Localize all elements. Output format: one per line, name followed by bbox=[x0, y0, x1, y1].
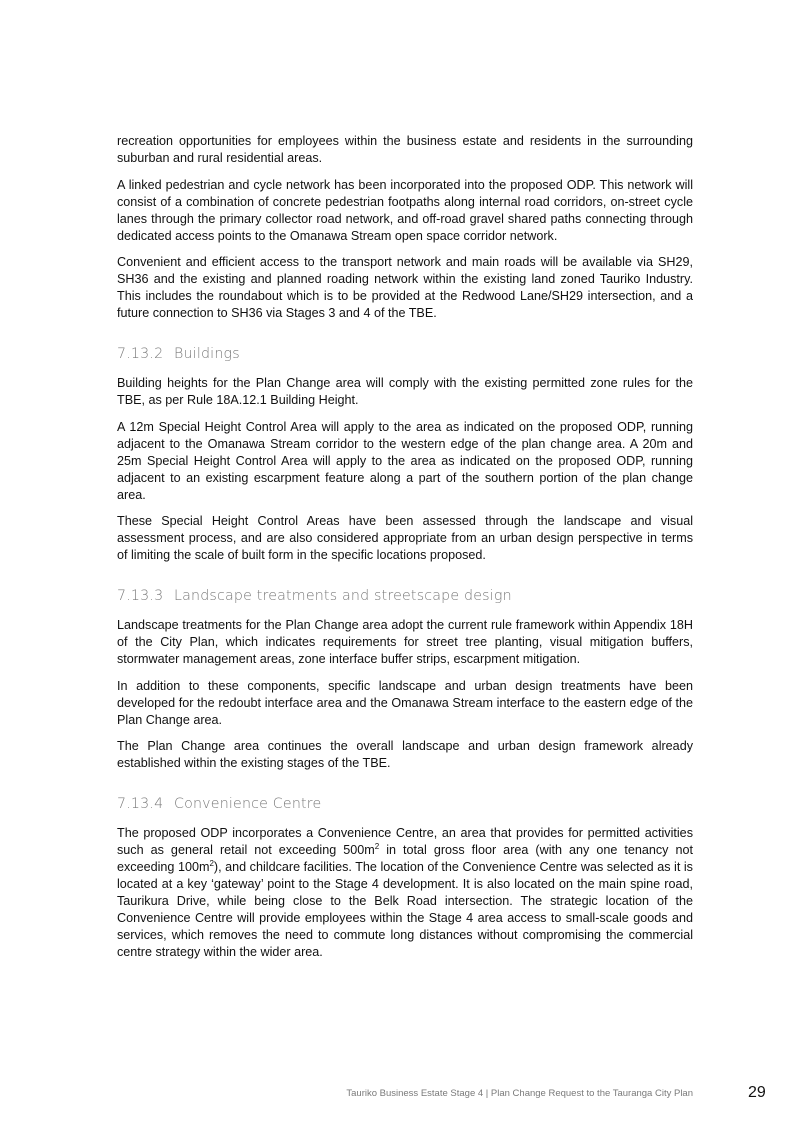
section-number: 7.13.3 bbox=[117, 588, 164, 604]
paragraph-pedestrian-cycle-network: A linked pedestrian and cycle network has been incorporated into the proposed ODP. This network will consist of a combination of concrete pedestrian footpaths along internal road corridors, on-street cycle lanes through the primary collector road network, and off-road gravel shared paths connecting through dedicated access points to the Omanawa Stream open space corridor network. bbox=[117, 177, 693, 243]
superscript: 2 bbox=[374, 841, 380, 851]
section-heading-buildings bbox=[117, 344, 693, 364]
paragraph-landscape-framework: The Plan Change area continues the overall landscape and urban design framework already established within the existing stages of the TBE. bbox=[117, 739, 693, 770]
section-heading-convenience-centre bbox=[117, 794, 693, 814]
paragraph-text: in total gross floor area (with any one tenancy not exceeding 100m bbox=[117, 843, 693, 874]
section-title: Convenience Centre bbox=[174, 796, 322, 812]
section-number: 7.13.2 bbox=[117, 346, 164, 362]
paragraph-landscape-components: In addition to these components, specific landscape and urban design treatments have been developed for the redoubt interface area and the Omanawa Stream interface to the eastern edge of the Plan Change area. bbox=[117, 678, 693, 727]
paragraph-text: The proposed ODP incorporates a Convenience Centre, an area that provides for permitted activities such as general retail not exceeding 500m bbox=[117, 826, 693, 857]
page-number: 29 bbox=[748, 1084, 766, 1101]
paragraph-convenience-centre bbox=[117, 825, 693, 961]
paragraph-building-heights: Building heights for the Plan Change area will comply with the existing permitted zone rules for the TBE, as per Rule 18A.12.1 Building Height. bbox=[117, 376, 693, 407]
paragraph-height-assessment: These Special Height Control Areas have been assessed through the landscape and visual assessment process, and are also considered appropriate from an urban design perspective in terms of limiting the scale of built form in the specific locations proposed. bbox=[117, 514, 693, 562]
document-page bbox=[117, 133, 693, 971]
paragraph-text: ), and childcare facilities. The location of the Convenience Centre was selected as it is located at a key ‘gateway’ point to the Stage 4 development. It is also located on the main spine road, Taurikura Drive, while being close to the Belk Road intersection. The strategic location of the Convenience Centre will provide employees within the Stage 4 area access to small-scale goods and services, which removes the need to commute long distances without compromising the commercial centre strategy within the wider area. bbox=[117, 860, 693, 959]
paragraph-recreation: recreation opportunities for employees within the business estate and residents in the surrounding suburban and rural residential areas. bbox=[117, 134, 693, 165]
section-title: Landscape treatments and streetscape design bbox=[174, 588, 512, 604]
paragraph-special-height-control: A 12m Special Height Control Area will apply to the area as indicated on the proposed ODP, running adjacent to the Omanawa Stream corridor to the western edge of the plan change area. A 20m and 25m Special Height Control Area will apply to the area as indicated on the proposed ODP, running adjacent to an existing escarpment feature along a part of the southern portion of the plan change area. bbox=[117, 419, 693, 502]
paragraph-landscape-treatments: Landscape treatments for the Plan Change area adopt the current rule framework within Appendix 18H of the City Plan, which indicates requirements for street tree planting, visual mitigation buffers, stormwater management areas, zone interface buffer strips, escarpment mitigation. bbox=[117, 618, 693, 666]
section-title: Buildings bbox=[174, 346, 240, 362]
paragraph-transport-access: Convenient and efficient access to the transport network and main roads will be available via SH29, SH36 and the existing and planned roading network within the existing land zoned Tauriko Industry. This includes the roundabout which is to be provided at the Redwood Lane/SH29 intersection, and a future connection to SH36 via Stages 3 and 4 of the TBE. bbox=[117, 255, 693, 320]
superscript: 2 bbox=[209, 858, 214, 868]
page-footer: Tauriko Business Estate Stage 4 | Plan Change Request to the Tauranga City Plan bbox=[346, 1088, 693, 1099]
section-number: 7.13.4 bbox=[117, 796, 164, 812]
section-heading-landscape bbox=[117, 586, 693, 606]
